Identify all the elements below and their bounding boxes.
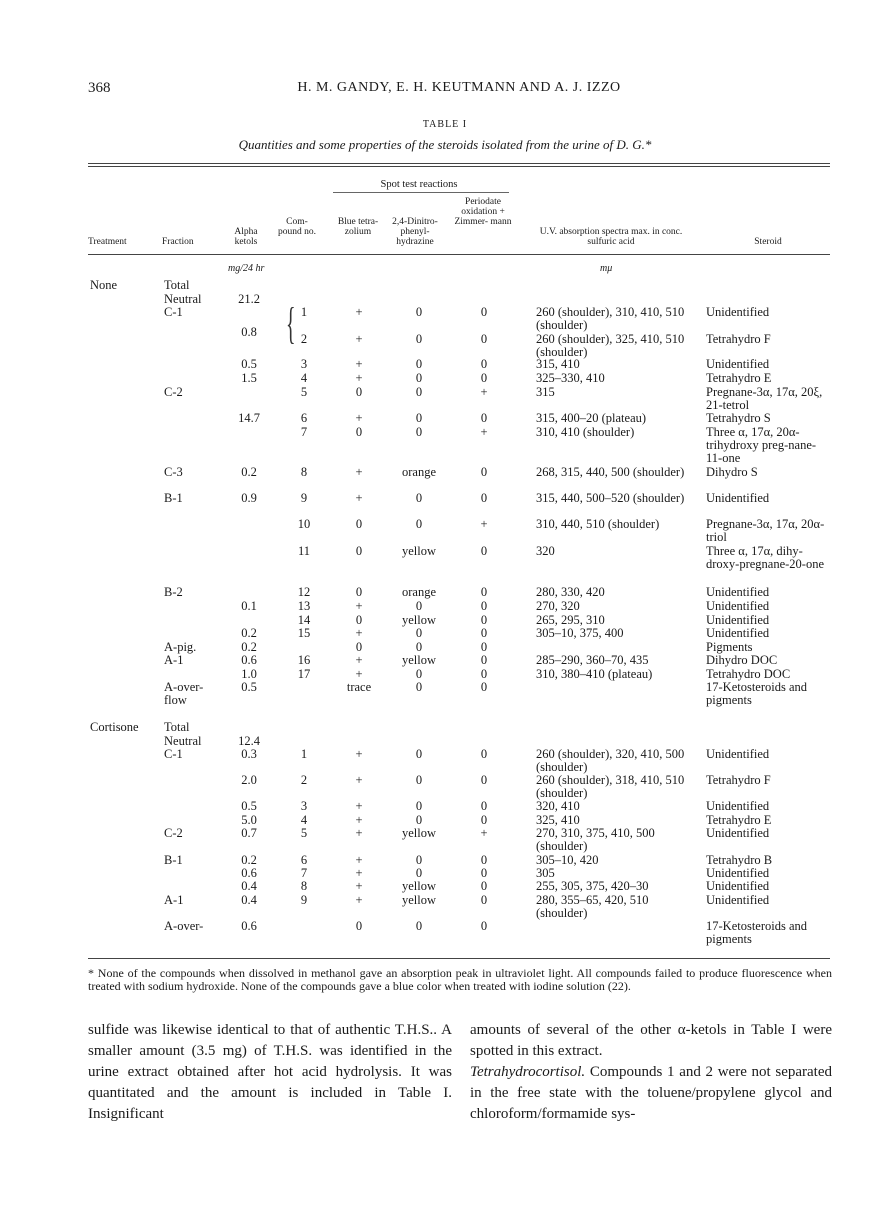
cell-blue: + <box>355 357 363 371</box>
cell-blue: + <box>355 371 363 385</box>
cell-dnph: 0 <box>415 773 423 787</box>
header-steroid: Steroid <box>754 237 782 247</box>
cell-compound: 2 <box>300 773 308 787</box>
table-label: TABLE I <box>422 119 468 130</box>
table-row <box>0 466 890 480</box>
table-row <box>0 600 890 614</box>
cell-per: 0 <box>480 332 488 346</box>
cell-compound: 4 <box>300 371 308 385</box>
cell-blue: + <box>355 799 363 813</box>
cell-fraction: A-1 <box>164 893 184 907</box>
cell-per: 0 <box>480 491 488 505</box>
compound-brace: { <box>286 299 296 348</box>
cell-steroid: Tetrahydro E <box>706 371 772 385</box>
cell-alpha: 0.2 <box>241 626 257 640</box>
cell-uv: 270, 320 <box>536 599 580 613</box>
cell-per: 0 <box>480 599 488 613</box>
cell-dnph: 0 <box>415 626 423 640</box>
cell-steroid: Unidentified <box>706 893 770 907</box>
cell-alpha: 0.9 <box>241 491 257 505</box>
cell-fraction: B-2 <box>164 585 183 599</box>
cell-uv: 315, 410 <box>536 357 580 371</box>
cell-steroid: Tetrahydro F <box>706 332 771 346</box>
cell-uv: 260 (shoulder), 318, 410, 510 (shoulder) <box>536 773 685 800</box>
header-alpha-ketols: Alpha ketols <box>234 227 258 247</box>
cell-blue: + <box>355 893 363 907</box>
cell-alpha: 21.2 <box>238 292 260 306</box>
cell-compound: 3 <box>300 799 308 813</box>
cell-per: 0 <box>480 680 488 694</box>
cell-alpha: 0.6 <box>241 919 257 933</box>
cell-per: 0 <box>480 653 488 667</box>
cell-dnph: 0 <box>415 385 423 399</box>
table-row <box>0 544 890 571</box>
cell-dnph: 0 <box>415 813 423 827</box>
cell-dnph: 0 <box>415 919 423 933</box>
cell-uv: 310, 380–410 (plateau) <box>536 667 653 681</box>
cell-uv: 260 (shoulder), 310, 410, 510 (shoulder) <box>536 305 685 332</box>
cell-alpha: 0.4 <box>241 893 257 907</box>
cell-steroid: Unidentified <box>706 866 770 880</box>
cell-blue: + <box>355 599 363 613</box>
cell-blue: + <box>355 773 363 787</box>
cell-per: 0 <box>480 773 488 787</box>
cell-alpha: 0.2 <box>241 465 257 479</box>
cell-alpha: 0.5 <box>241 357 257 371</box>
cell-per: 0 <box>480 866 488 880</box>
cell-steroid: Pregnane-3α, 17α, 20ξ, 21-tetrol <box>706 385 823 412</box>
cell-per: 0 <box>480 585 488 599</box>
cell-fraction: C-2 <box>164 826 183 840</box>
body-right-heading: Tetrahydrocortisol. <box>470 1064 586 1080</box>
cell-blue: + <box>355 747 363 761</box>
cell-dnph: 0 <box>415 517 423 531</box>
cell-blue: 0 <box>355 425 363 439</box>
cell-steroid: Unidentified <box>706 599 770 613</box>
table-row <box>0 517 890 544</box>
cell-steroid: Unidentified <box>706 613 770 627</box>
cell-per: 0 <box>480 667 488 681</box>
cell-per: 0 <box>480 305 488 319</box>
cell-blue: + <box>355 879 363 893</box>
cell-dnph: 0 <box>415 305 423 319</box>
cell-uv: 280, 355–65, 420, 510 (shoulder) <box>536 893 649 920</box>
header-periodate: Periodate oxidation + Zimmer- mann <box>454 197 512 227</box>
table-row <box>0 800 890 814</box>
cell-blue: + <box>355 411 363 425</box>
cell-uv: 315, 400–20 (plateau) <box>536 411 647 425</box>
cell-steroid: Tetrahydro DOC <box>706 667 791 681</box>
table-row <box>0 826 890 853</box>
cell-alpha: 0.2 <box>241 640 257 654</box>
cell-alpha: 0.5 <box>241 799 257 813</box>
cell-fraction: C-3 <box>164 465 183 479</box>
cell-blue: trace <box>346 680 372 694</box>
unit-alpha: mg/24 hr <box>228 263 265 274</box>
cell-uv: 268, 315, 440, 500 (shoulder) <box>536 465 685 479</box>
cell-fraction: Total <box>164 720 190 734</box>
cell-steroid: Unidentified <box>706 799 770 813</box>
table-row <box>0 680 890 707</box>
running-head-authors: H. M. GANDY, E. H. KEUTMANN AND A. J. IZZO <box>297 80 621 95</box>
cell-steroid: Unidentified <box>706 747 770 761</box>
cell-alpha: 0.8 <box>241 325 257 339</box>
header-uv-spectra: U.V. absorption spectra max. in conc. sulfuric acid <box>539 227 683 247</box>
cell-dnph: yellow <box>401 544 437 558</box>
cell-per: 0 <box>480 747 488 761</box>
cell-alpha: 0.7 <box>241 826 257 840</box>
page-number: 368 <box>88 80 111 96</box>
cell-compound: 15 <box>297 626 311 640</box>
cell-per: 0 <box>480 411 488 425</box>
cell-per: 0 <box>480 626 488 640</box>
cell-per: + <box>480 425 488 439</box>
cell-per: 0 <box>480 893 488 907</box>
cell-compound: 17 <box>297 667 311 681</box>
table-row <box>0 425 890 465</box>
cell-alpha: 1.5 <box>241 371 257 385</box>
cell-compound: 9 <box>300 893 308 907</box>
table-row <box>0 385 890 412</box>
cell-alpha: 14.7 <box>238 411 260 425</box>
cell-blue: + <box>355 813 363 827</box>
cell-alpha: 0.3 <box>241 747 257 761</box>
cell-compound: 11 <box>297 544 311 558</box>
table-row <box>0 358 890 372</box>
cell-per: 0 <box>480 879 488 893</box>
cell-steroid: Tetrahydro B <box>706 853 773 867</box>
cell-compound: 7 <box>300 866 308 880</box>
cell-alpha: 2.0 <box>241 773 257 787</box>
cell-compound: 5 <box>300 385 308 399</box>
cell-steroid: Pregnane-3α, 17α, 20α-triol <box>706 517 825 544</box>
cell-per: 0 <box>480 640 488 654</box>
table-row <box>0 492 890 506</box>
cell-steroid: Unidentified <box>706 305 770 319</box>
header-blue-tetrazolium: Blue tetra- zolium <box>337 217 379 237</box>
cell-steroid: Dihydro S <box>706 465 758 479</box>
cell-steroid: 17-Ketosteroids and pigments <box>706 680 808 707</box>
cell-compound: 1 <box>300 747 308 761</box>
cell-fraction: A-over-flow <box>164 680 204 707</box>
cell-alpha: 0.4 <box>241 879 257 893</box>
cell-alpha: 0.6 <box>241 866 257 880</box>
cell-blue: 0 <box>355 919 363 933</box>
cell-uv: 310, 410 (shoulder) <box>536 425 635 439</box>
cell-dnph: 0 <box>415 371 423 385</box>
cell-uv: 280, 330, 420 <box>536 585 605 599</box>
cell-dnph: 0 <box>415 491 423 505</box>
cell-alpha: 0.1 <box>241 599 257 613</box>
header-bottom-rule <box>88 254 830 255</box>
cell-alpha: 0.6 <box>241 653 257 667</box>
cell-alpha: 0.5 <box>241 680 257 694</box>
cell-compound: 12 <box>297 585 311 599</box>
cell-uv: 325, 410 <box>536 813 580 827</box>
table-row <box>0 654 890 668</box>
cell-per: + <box>480 517 488 531</box>
cell-steroid: Three α, 17α, dihy-droxy-pregnane-20-one <box>706 544 825 571</box>
cell-treatment: Cortisone <box>90 720 139 734</box>
cell-compound: 10 <box>297 517 311 531</box>
cell-dnph: 0 <box>415 640 423 654</box>
cell-alpha: 12.4 <box>238 734 260 748</box>
table-caption: Quantities and some properties of the steroids isolated from the urine of D. G.* <box>238 137 652 152</box>
cell-uv: 315 <box>536 385 555 399</box>
cell-uv: 305 <box>536 866 555 880</box>
cell-dnph: yellow <box>401 653 437 667</box>
cell-steroid: Unidentified <box>706 357 770 371</box>
table-row <box>0 721 890 735</box>
cell-per: + <box>480 385 488 399</box>
cell-fraction: A-1 <box>164 653 184 667</box>
cell-blue: + <box>355 667 363 681</box>
cell-blue: + <box>355 826 363 840</box>
cell-uv: 255, 305, 375, 420–30 <box>536 879 649 893</box>
header-spot-tests: Spot test reactions <box>380 179 458 190</box>
cell-dnph: yellow <box>401 826 437 840</box>
cell-blue: + <box>355 491 363 505</box>
cell-uv: 315, 440, 500–520 (shoulder) <box>536 491 685 505</box>
cell-per: 0 <box>480 853 488 867</box>
header-dinitrophenylhydrazine: 2,4-Dinitro- phenyl- hydrazine <box>392 217 438 247</box>
cell-steroid: Unidentified <box>706 585 770 599</box>
cell-dnph: yellow <box>401 613 437 627</box>
cell-fraction: B-1 <box>164 853 183 867</box>
cell-uv: 325–330, 410 <box>536 371 605 385</box>
cell-compound: 13 <box>297 599 311 613</box>
cell-dnph: orange <box>401 465 436 479</box>
cell-compound: 4 <box>300 813 308 827</box>
body-right-column <box>470 1020 832 1125</box>
cell-dnph: 0 <box>415 799 423 813</box>
cell-uv: 285–290, 360–70, 435 <box>536 653 649 667</box>
cell-dnph: 0 <box>415 866 423 880</box>
cell-blue: 0 <box>355 517 363 531</box>
cell-fraction: C-1 <box>164 747 183 761</box>
table-row <box>0 586 890 600</box>
cell-uv: 305–10, 420 <box>536 853 599 867</box>
cell-per: 0 <box>480 371 488 385</box>
cell-uv: 260 (shoulder), 325, 410, 510 (shoulder) <box>536 332 685 359</box>
cell-compound: 14 <box>297 613 311 627</box>
cell-compound: 6 <box>300 853 308 867</box>
cell-steroid: Pigments <box>706 640 753 654</box>
cell-fraction: B-1 <box>164 491 183 505</box>
cell-uv: 320 <box>536 544 555 558</box>
cell-alpha: 5.0 <box>241 813 257 827</box>
cell-steroid: Tetrahydro F <box>706 773 771 787</box>
table-row <box>0 372 890 386</box>
cell-compound: 9 <box>300 491 308 505</box>
cell-dnph: yellow <box>401 879 437 893</box>
cell-blue: + <box>355 626 363 640</box>
cell-dnph: 0 <box>415 680 423 694</box>
cell-steroid: Dihydro DOC <box>706 653 778 667</box>
cell-per: 0 <box>480 813 488 827</box>
cell-fraction: A-pig. <box>164 640 197 654</box>
body-right-text: Compounds 1 and 2 were not separated in the free state with the toluene/propylene glycol and chloroform/formamide sys- <box>470 1064 833 1122</box>
cell-blue: + <box>355 866 363 880</box>
table-footnote: * None of the compounds when dissolved in methanol gave an absorption peak in ultraviolet light. All compounds failed to produce fluorescence when treated with sodium hydroxide. None of the compounds gave a blue color when treated with iodine solution (22). <box>88 966 832 993</box>
cell-per: 0 <box>480 799 488 813</box>
body-left-column: sulfide was likewise identical to that of authentic T.H.S.. A smaller amount (3.5 mg) of T.H.S. was identified in the urine extract obtained after hot acid hydrolysis. It was quantitated and the amount is included in Table I. Insignificant <box>88 1022 452 1122</box>
table-row <box>0 412 890 426</box>
cell-steroid: Unidentified <box>706 826 770 840</box>
cell-dnph: yellow <box>401 893 437 907</box>
cell-uv: 320, 410 <box>536 799 580 813</box>
cell-steroid: Unidentified <box>706 879 770 893</box>
cell-steroid: Unidentified <box>706 491 770 505</box>
table-row <box>0 880 890 894</box>
cell-treatment: None <box>90 278 118 292</box>
cell-blue: + <box>355 305 363 319</box>
cell-compound: 8 <box>300 879 308 893</box>
cell-blue: 0 <box>355 585 363 599</box>
cell-steroid: Tetrahydro S <box>706 411 771 425</box>
cell-dnph: 0 <box>415 599 423 613</box>
cell-dnph: 0 <box>415 667 423 681</box>
cell-blue: + <box>355 332 363 346</box>
cell-compound: 5 <box>300 826 308 840</box>
cell-dnph: 0 <box>415 747 423 761</box>
cell-blue: + <box>355 465 363 479</box>
cell-compound: 1 <box>300 305 308 319</box>
cell-dnph: 0 <box>415 357 423 371</box>
table-row <box>0 919 890 946</box>
table-row <box>0 627 890 641</box>
table-row <box>0 747 890 774</box>
table-row <box>0 279 890 293</box>
cell-per: 0 <box>480 919 488 933</box>
header-compound-no: Com- pound no. <box>278 217 316 237</box>
header-fraction: Fraction <box>162 237 194 247</box>
cell-steroid: Unidentified <box>706 626 770 640</box>
table-row <box>0 893 890 920</box>
cell-blue: 0 <box>355 385 363 399</box>
table-row <box>0 773 890 800</box>
cell-dnph: 0 <box>415 332 423 346</box>
cell-per: + <box>480 826 488 840</box>
header-treatment: Treatment <box>88 237 127 247</box>
cell-dnph: 0 <box>415 853 423 867</box>
cell-blue: 0 <box>355 613 363 627</box>
cell-compound: 8 <box>300 465 308 479</box>
unit-uv: mμ <box>600 263 613 274</box>
cell-compound: 6 <box>300 411 308 425</box>
table-top-rule-2 <box>88 166 830 167</box>
cell-fraction: Total <box>164 278 190 292</box>
cell-steroid: Tetrahydro E <box>706 813 772 827</box>
cell-per: 0 <box>480 357 488 371</box>
cell-per: 0 <box>480 613 488 627</box>
table-bottom-rule <box>88 958 830 959</box>
cell-fraction: Neutral <box>164 292 202 306</box>
cell-compound: 7 <box>300 425 308 439</box>
cell-steroid: 17-Ketosteroids and pigments <box>706 919 808 946</box>
cell-compound: 3 <box>300 357 308 371</box>
cell-dnph: orange <box>401 585 436 599</box>
cell-compound: 16 <box>297 653 311 667</box>
cell-uv: 310, 440, 510 (shoulder) <box>536 517 660 531</box>
cell-fraction: C-2 <box>164 385 183 399</box>
cell-fraction: C-1 <box>164 305 183 319</box>
body-right-intro: amounts of several of the other α-ketols in Table I were spotted in this extract. <box>470 1022 832 1059</box>
cell-uv: 260 (shoulder), 320, 410, 500 (shoulder) <box>536 747 685 774</box>
spot-test-rule <box>333 192 509 193</box>
cell-blue: 0 <box>355 640 363 654</box>
page-header <box>88 80 830 104</box>
cell-uv: 305–10, 375, 400 <box>536 626 624 640</box>
cell-dnph: 0 <box>415 411 423 425</box>
cell-blue: + <box>355 853 363 867</box>
cell-compound: 2 <box>300 332 308 346</box>
cell-dnph: 0 <box>415 425 423 439</box>
cell-per: 0 <box>480 465 488 479</box>
cell-fraction: Neutral <box>164 734 202 748</box>
cell-alpha: 0.2 <box>241 853 257 867</box>
table-top-rule <box>88 163 830 164</box>
cell-fraction: A-over- <box>164 919 204 933</box>
cell-steroid: Three α, 17α, 20α-trihydroxy preg-nane-11-one <box>706 425 817 465</box>
cell-blue: + <box>355 653 363 667</box>
cell-uv: 270, 310, 375, 410, 500 (shoulder) <box>536 826 655 853</box>
cell-alpha: 1.0 <box>241 667 257 681</box>
cell-uv: 265, 295, 310 <box>536 613 605 627</box>
cell-per: 0 <box>480 544 488 558</box>
cell-blue: 0 <box>355 544 363 558</box>
